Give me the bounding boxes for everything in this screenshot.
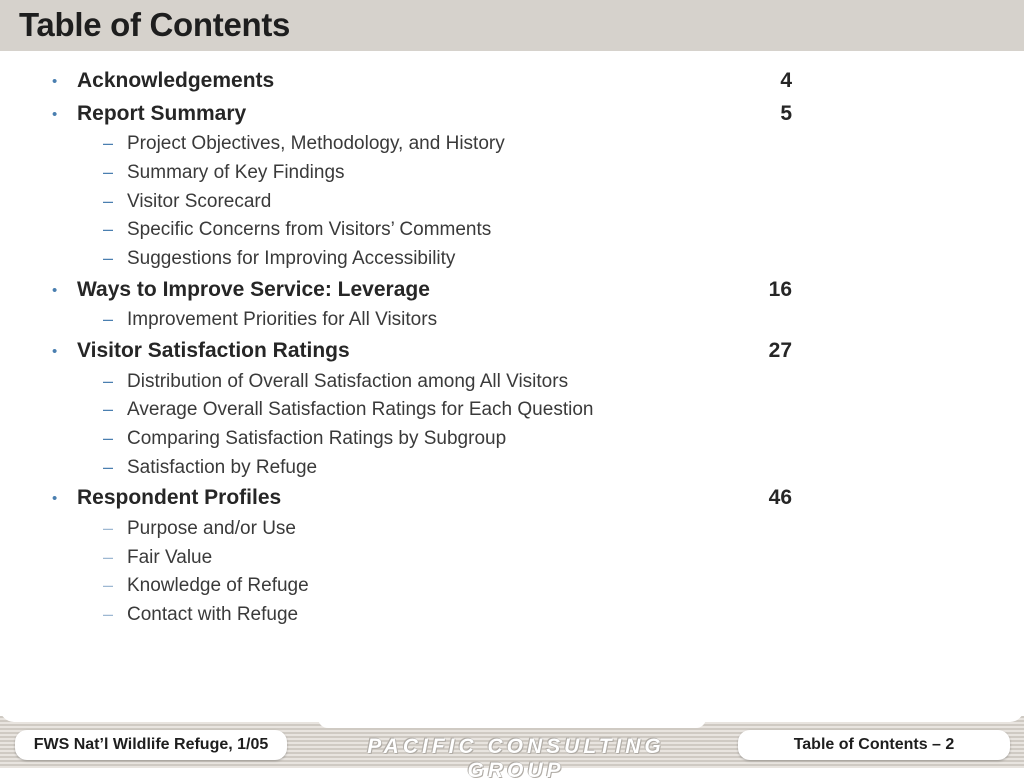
toc-section-label: Ways to Improve Service: Leverage: [77, 278, 430, 301]
toc-subitem-label: Fair Value: [127, 547, 213, 568]
toc-subitem-label: Summary of Key Findings: [127, 162, 345, 183]
toc-page-number: 16: [768, 278, 792, 301]
bullet-icon: •: [52, 282, 58, 299]
dash-icon: –: [103, 399, 114, 419]
dash-icon: –: [103, 575, 114, 595]
toc-subitem-label: Average Overall Satisfaction Ratings for Each Question: [127, 399, 594, 420]
dash-icon: –: [103, 133, 114, 153]
toc-subitem-label: Visitor Scorecard: [127, 191, 272, 212]
footer-tab: [318, 716, 706, 728]
dash-icon: –: [103, 457, 114, 477]
toc-section-label: Acknowledgements: [77, 69, 275, 92]
dash-icon: –: [103, 428, 114, 448]
toc-subitem-label: Purpose and/or Use: [127, 518, 296, 539]
dash-icon: –: [103, 162, 114, 182]
toc-subitem-label: Distribution of Overall Satisfaction among All Visitors: [127, 371, 569, 392]
dash-icon: –: [103, 547, 114, 567]
toc-subitem-label: Suggestions for Improving Accessibility: [127, 248, 456, 269]
dash-icon: –: [103, 604, 114, 624]
toc-page-number: 46: [768, 486, 792, 509]
bullet-icon: •: [52, 73, 58, 90]
toc-subitem-label: Satisfaction by Refuge: [127, 457, 318, 478]
toc-page-number: 27: [768, 339, 792, 362]
toc-subitem-label: Comparing Satisfaction Ratings by Subgroup: [127, 428, 507, 449]
dash-icon: –: [103, 371, 114, 391]
toc-subitem-label: Contact with Refuge: [127, 604, 299, 625]
dash-icon: –: [103, 219, 114, 239]
page-title: Table of Contents: [19, 6, 291, 43]
dash-icon: –: [103, 309, 114, 329]
toc-page-number: 4: [780, 69, 792, 92]
bullet-icon: •: [52, 106, 58, 123]
toc-subitem-label: Specific Concerns from Visitors’ Comments: [127, 219, 492, 240]
footer-report-name: FWS Nat’l Wildlife Refuge, 1/05: [15, 730, 287, 760]
toc-subitem-label: Improvement Priorities for All Visitors: [127, 309, 438, 330]
toc-section-label: Respondent Profiles: [77, 486, 282, 509]
dash-icon: –: [103, 518, 114, 538]
toc-section-label: Report Summary: [77, 102, 247, 125]
toc-subitem-label: Knowledge of Refuge: [127, 575, 309, 596]
bullet-icon: •: [52, 343, 58, 360]
toc-page-number: 5: [780, 102, 792, 125]
dash-icon: –: [103, 248, 114, 268]
footer-page-indicator: Table of Contents – 2: [738, 730, 1010, 760]
bullet-icon: •: [52, 490, 58, 507]
dash-icon: –: [103, 191, 114, 211]
toc-section-label: Visitor Satisfaction Ratings: [77, 339, 350, 362]
footer-brand-logo: PACIFIC CONSULTING GROUP: [367, 735, 665, 782]
toc-subitem-label: Project Objectives, Methodology, and History: [127, 133, 505, 154]
